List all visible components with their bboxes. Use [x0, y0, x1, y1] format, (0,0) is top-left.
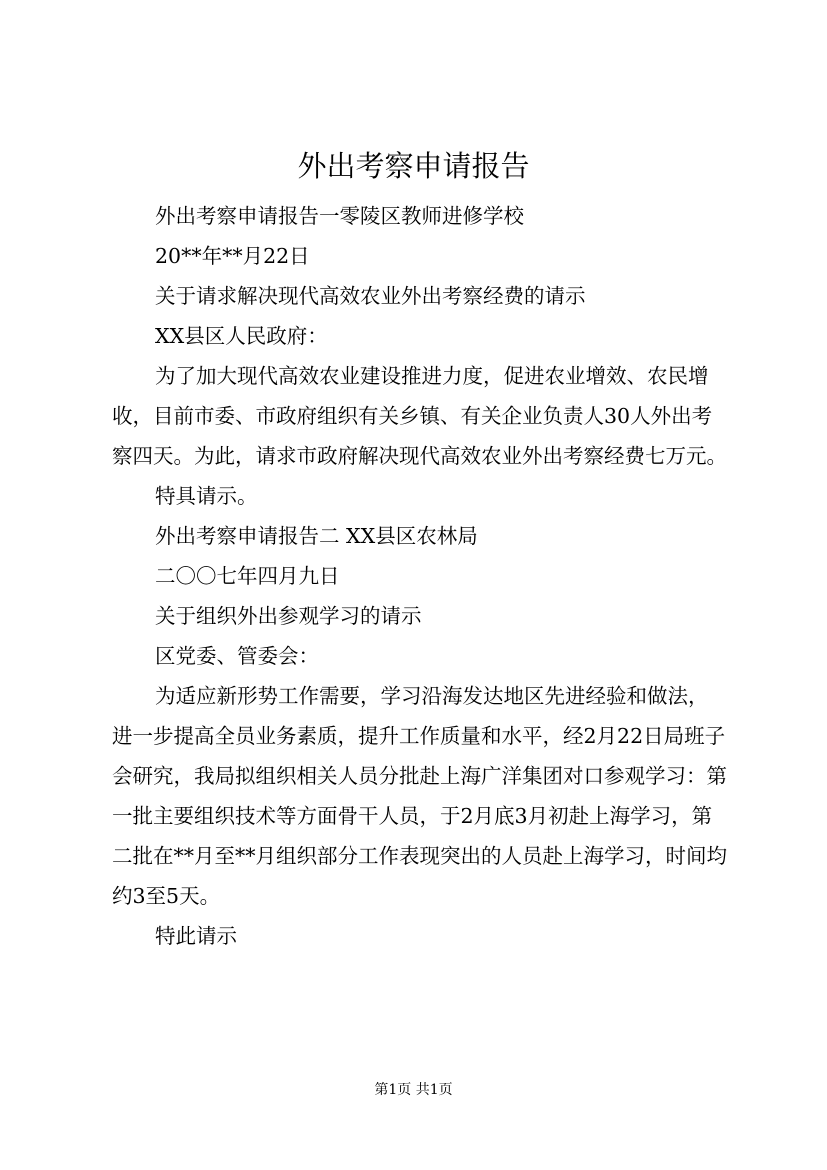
paragraph-closing-2: 特此请示	[155, 924, 237, 948]
paragraph-recipient-1: XX县区人民政府：	[155, 324, 328, 348]
paragraph-closing-1: 特具请示。	[155, 484, 258, 508]
paragraph-report-2-heading: 外出考察申请报告二 XX县区农林局	[155, 524, 478, 548]
paragraph-subject-2: 关于组织外出参观学习的请示	[155, 604, 422, 628]
document-title: 外出考察申请报告	[297, 149, 530, 183]
paragraph-subject-1: 关于请求解决现代高效农业外出考察经费的请示	[155, 284, 586, 308]
document-body	[112, 196, 727, 956]
page-number-footer: 第1页 共1页	[374, 1082, 453, 1098]
paragraph-body-2: 为适应新形势工作需要，学习沿海发达地区先进经验和做法，进一步提高全员业务素质，提升工作质量和水平，经2月22日局班子会研究，我局拟组织相关人员分批赴上海广洋集团对口参观学习：第一批主要组织技术等方面骨干人员，于2月底3月初赴上海学习，第二批在**月至**月组织部分工作表现突出的人员赴上海学习，时间均约3至5天。	[112, 684, 727, 908]
paragraph-date-1: 20**年**月22日	[155, 244, 310, 268]
paragraph-recipient-2: 区党委、管委会：	[155, 644, 319, 668]
paragraph-body-1: 为了加大现代高效农业建设推进力度，促进农业增效、农民增收，目前市委、市政府组织有关乡镇、有关企业负责人30人外出考察四天。为此，请求市政府解决现代高效农业外出考察经费七万元。	[112, 364, 727, 468]
paragraph-date-2: 二〇〇七年四月九日	[155, 564, 340, 588]
paragraph-report-1-heading: 外出考察申请报告一零陵区教师进修学校	[155, 204, 524, 228]
